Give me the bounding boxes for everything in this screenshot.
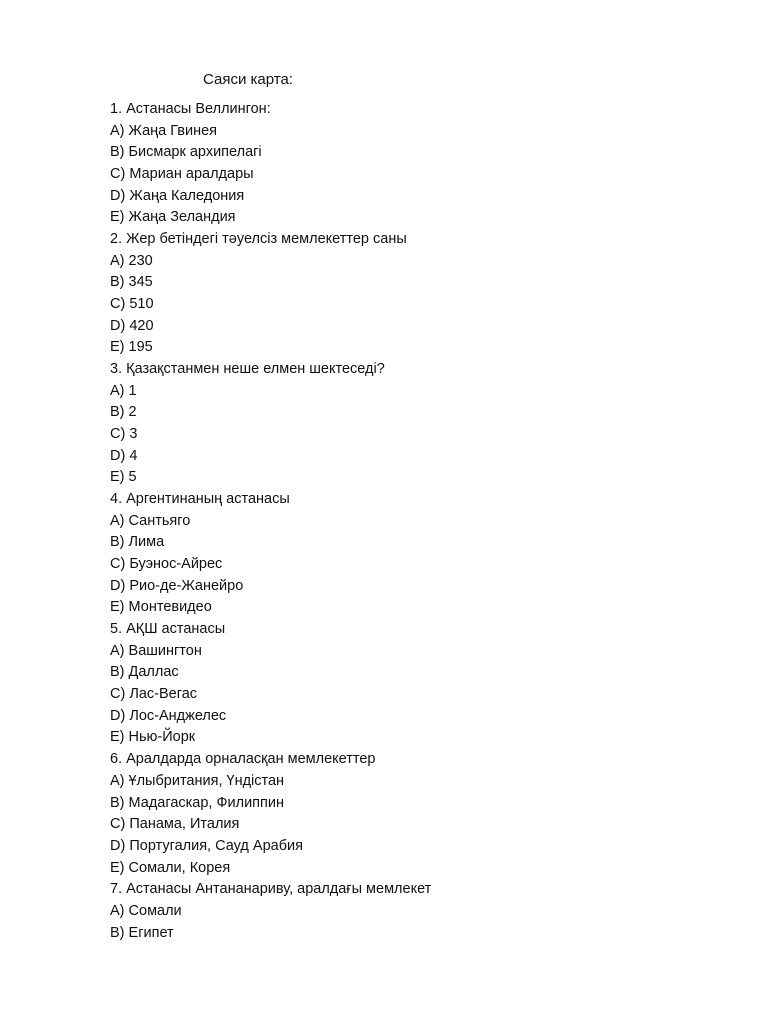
q6-option-d: D) Португалия, Сауд Арабия (110, 837, 303, 854)
q7-option-b: B) Египет (110, 924, 174, 941)
q2-option-b: B) 345 (110, 274, 153, 291)
q3-option-b: B) 2 (110, 404, 137, 421)
q6-option-a: A) Ұлыбритания, Үндістан (110, 772, 285, 789)
q2-option-e: E) 195 (110, 339, 153, 356)
q1-option-d: D) Жаңа Каледония (110, 187, 245, 204)
q1-option-c: C) Мариан аралдары (110, 166, 254, 183)
q4-option-e: E) Монтевидео (110, 599, 212, 616)
question-5: 5. АҚШ астанасы (110, 621, 226, 638)
q4-option-a: A) Сантьяго (110, 512, 191, 529)
document-title: Саяси карта: (203, 71, 293, 88)
q5-option-e: E) Нью-Йорк (110, 729, 196, 746)
q5-option-b: B) Даллас (110, 664, 179, 681)
q2-option-d: D) 420 (110, 317, 154, 334)
q3-option-e: E) 5 (110, 469, 137, 486)
q3-option-c: C) 3 (110, 426, 138, 443)
question-7: 7. Астанасы Антананариву, аралдағы мемлекет (110, 881, 432, 898)
q1-option-a: A) Жаңа Гвинея (110, 122, 218, 139)
q5-option-d: D) Лос-Анджелес (110, 707, 227, 724)
q3-option-d: D) 4 (110, 447, 138, 464)
q2-option-a: A) 230 (110, 252, 153, 269)
q5-option-a: A) Вашингтон (110, 642, 202, 659)
question-3: 3. Қазақстанмен неше елмен шектеседі? (110, 361, 385, 378)
q1-option-b: B) Бисмарк архипелагі (110, 144, 262, 161)
question-4: 4. Аргентинаның астанасы (110, 491, 290, 508)
q6-option-e: E) Сомали, Корея (110, 859, 231, 876)
question-1: 1. Астанасы Веллингон: (110, 101, 271, 117)
q7-option-a: A) Сомали (110, 902, 182, 919)
q5-option-c: C) Лас-Вегас (110, 686, 198, 703)
q6-option-b: B) Мадагаскар, Филиппин (110, 794, 284, 811)
q3-option-a: A) 1 (110, 382, 137, 399)
question-6: 6. Аралдарда орналасқан мемлекеттер (110, 751, 376, 768)
q6-option-c: C) Панама, Италия (110, 816, 240, 833)
question-2: 2. Жер бетіндегі тәуелсіз мемлекеттер саны (110, 231, 407, 248)
quiz-content (110, 99, 710, 944)
q1-option-e: E) Жаңа Зеландия (110, 209, 236, 226)
q4-option-c: C) Буэнос-Айрес (110, 556, 223, 573)
q4-option-d: D) Рио-де-Жанейро (110, 577, 244, 594)
q2-option-c: C) 510 (110, 296, 154, 313)
q4-option-b: B) Лима (110, 534, 165, 551)
